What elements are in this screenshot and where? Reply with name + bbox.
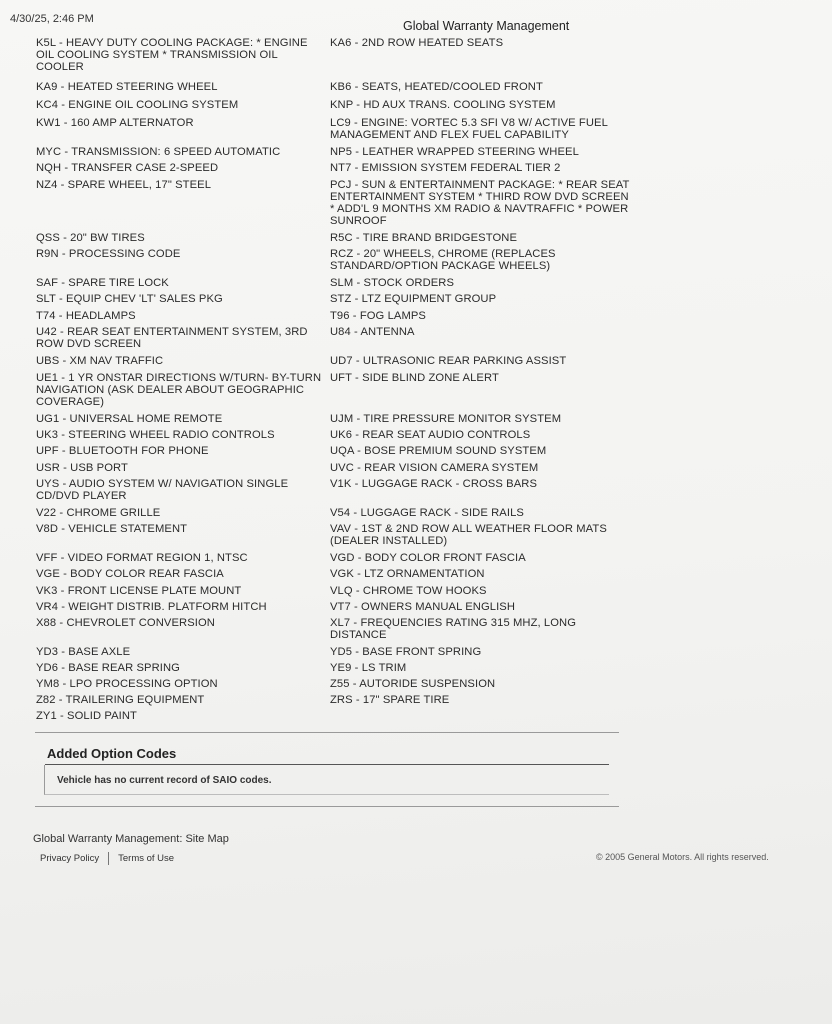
code-row <box>33 355 633 372</box>
footer-links <box>40 852 174 865</box>
option-code-right: Z55 - AUTORIDE SUSPENSION <box>330 678 496 690</box>
code-row <box>33 99 633 117</box>
option-code-right: UJM - TIRE PRESSURE MONITOR SYSTEM <box>330 413 562 425</box>
option-code-right: UD7 - ULTRASONIC REAR PARKING ASSIST <box>330 355 567 367</box>
option-code-left: YD6 - BASE REAR SPRING <box>36 662 180 674</box>
option-code-right: STZ - LTZ EQUIPMENT GROUP <box>330 293 497 305</box>
option-code-left: VK3 - FRONT LICENSE PLATE MOUNT <box>36 585 242 597</box>
option-code-right: SLM - STOCK ORDERS <box>330 277 455 289</box>
option-code-right: VGK - LTZ ORNAMENTATION <box>330 568 485 580</box>
option-code-left: UBS - XM NAV TRAFFIC <box>36 355 164 367</box>
code-row <box>33 277 633 293</box>
code-row <box>33 585 633 601</box>
divider <box>35 806 619 807</box>
option-code-right: V54 - LUGGAGE RACK - SIDE RAILS <box>330 507 524 519</box>
code-row <box>33 523 633 552</box>
option-code-right: NT7 - EMISSION SYSTEM FEDERAL TIER 2 <box>330 162 561 174</box>
option-code-left: R9N - PROCESSING CODE <box>36 248 181 260</box>
added-option-codes-title: Added Option Codes <box>47 746 177 761</box>
option-code-left: T74 - HEADLAMPS <box>36 310 136 322</box>
saio-info-box <box>44 765 609 795</box>
print-title: Global Warranty Management <box>403 19 570 33</box>
option-code-left: VGE - BODY COLOR REAR FASCIA <box>36 568 224 580</box>
option-code-right: UFT - SIDE BLIND ZONE ALERT <box>330 372 499 384</box>
option-code-left: UK3 - STEERING WHEEL RADIO CONTROLS <box>36 429 275 441</box>
option-code-left: K5L - HEAVY DUTY COOLING PACKAGE: * ENGINE OIL COOLING SYSTEM * TRANSMISSION OIL COOLER <box>36 37 308 73</box>
code-row <box>33 162 633 179</box>
option-code-left: UG1 - UNIVERSAL HOME REMOTE <box>36 413 223 425</box>
code-row <box>33 372 633 413</box>
option-code-right: YE9 - LS TRIM <box>330 662 407 674</box>
copyright: © 2005 General Motors. All rights reserved. <box>596 852 769 862</box>
code-row <box>33 37 633 81</box>
option-code-right: XL7 - FREQUENCIES RATING 315 MHZ, LONG DISTANCE <box>330 617 577 641</box>
option-code-left: V8D - VEHICLE STATEMENT <box>36 523 188 535</box>
privacy-policy-link[interactable]: Privacy Policy <box>40 853 100 865</box>
code-row <box>33 81 633 99</box>
option-code-left: V22 - CHROME GRILLE <box>36 507 161 519</box>
option-code-right: UQA - BOSE PREMIUM SOUND SYSTEM <box>330 445 547 457</box>
footer-title <box>33 833 229 845</box>
code-row <box>33 413 633 429</box>
option-code-right: KA6 - 2ND ROW HEATED SEATS <box>330 37 504 49</box>
code-row <box>33 293 633 310</box>
option-code-right: VLQ - CHROME TOW HOOKS <box>330 585 487 597</box>
option-code-left: QSS - 20" BW TIRES <box>36 232 145 244</box>
option-code-right: T96 - FOG LAMPS <box>330 310 426 322</box>
option-code-left: NZ4 - SPARE WHEEL, 17" STEEL <box>36 179 212 191</box>
option-code-left: KW1 - 160 AMP ALTERNATOR <box>36 117 194 129</box>
code-row <box>33 310 633 326</box>
print-header <box>10 11 832 31</box>
option-code-left: SLT - EQUIP CHEV 'LT' SALES PKG <box>36 293 223 305</box>
code-row <box>33 710 633 726</box>
code-row <box>33 248 633 277</box>
option-code-left: Z82 - TRAILERING EQUIPMENT <box>36 694 205 706</box>
option-code-left: X88 - CHEVROLET CONVERSION <box>36 617 215 629</box>
code-row <box>33 462 633 478</box>
code-row <box>33 694 633 710</box>
code-row <box>33 117 633 146</box>
option-code-right: R5C - TIRE BRAND BRIDGESTONE <box>330 232 518 244</box>
option-code-left: UE1 - 1 YR ONSTAR DIRECTIONS W/TURN- BY-TURN NAVIGATION (ASK DEALER ABOUT GEOGRAPHIC COVERAGE) <box>36 372 322 408</box>
footer-separator <box>108 852 109 865</box>
option-code-right: U84 - ANTENNA <box>330 326 415 338</box>
option-code-left: ZY1 - SOLID PAINT <box>36 710 137 722</box>
divider <box>35 732 619 733</box>
option-code-left: NQH - TRANSFER CASE 2-SPEED <box>36 162 219 174</box>
saio-message: Vehicle has no current record of SAIO codes. <box>57 775 272 786</box>
code-row <box>33 568 633 585</box>
print-date: 4/30/25, 2:46 PM <box>10 13 94 25</box>
option-code-right: UK6 - REAR SEAT AUDIO CONTROLS <box>330 429 531 441</box>
code-row <box>33 507 633 523</box>
option-code-right: KNP - HD AUX TRANS. COOLING SYSTEM <box>330 99 556 111</box>
code-row <box>33 662 633 678</box>
option-code-left: KA9 - HEATED STEERING WHEEL <box>36 81 218 93</box>
option-code-left: MYC - TRANSMISSION: 6 SPEED AUTOMATIC <box>36 146 281 158</box>
option-code-left: UPF - BLUETOOTH FOR PHONE <box>36 445 209 457</box>
code-row <box>33 678 633 694</box>
code-row <box>33 429 633 445</box>
code-row <box>33 478 633 507</box>
option-code-right: V1K - LUGGAGE RACK - CROSS BARS <box>330 478 538 490</box>
code-row <box>33 445 633 462</box>
option-code-left: UYS - AUDIO SYSTEM W/ NAVIGATION SINGLE CD/DVD PLAYER <box>36 478 289 502</box>
option-code-right: VT7 - OWNERS MANUAL ENGLISH <box>330 601 516 613</box>
option-code-right: ZRS - 17" SPARE TIRE <box>330 694 450 706</box>
option-code-right: VGD - BODY COLOR FRONT FASCIA <box>330 552 526 564</box>
option-code-right: RCZ - 20" WHEELS, CHROME (REPLACES STANDARD/OPTION PACKAGE WHEELS) <box>330 248 556 272</box>
option-code-left: VFF - VIDEO FORMAT REGION 1, NTSC <box>36 552 248 564</box>
option-code-right: LC9 - ENGINE: VORTEC 5.3 SFI V8 W/ ACTIVE FUEL MANAGEMENT AND FLEX FUEL CAPABILITY <box>330 117 608 141</box>
site-map-link[interactable]: Site Map <box>185 833 229 845</box>
option-code-left: U42 - REAR SEAT ENTERTAINMENT SYSTEM, 3RD ROW DVD SCREEN <box>36 326 308 350</box>
code-row <box>33 552 633 568</box>
code-row <box>33 179 633 232</box>
option-code-left: KC4 - ENGINE OIL COOLING SYSTEM <box>36 99 239 111</box>
code-row <box>33 326 633 355</box>
code-row <box>33 232 633 248</box>
option-code-right: VAV - 1ST & 2ND ROW ALL WEATHER FLOOR MATS (DEALER INSTALLED) <box>330 523 607 547</box>
terms-of-use-link[interactable]: Terms of Use <box>118 853 175 865</box>
option-code-left: USR - USB PORT <box>36 462 128 474</box>
option-code-left: YD3 - BASE AXLE <box>36 646 131 658</box>
option-code-right: NP5 - LEATHER WRAPPED STEERING WHEEL <box>330 146 579 158</box>
footer-prefix: Global Warranty Management: <box>33 833 186 845</box>
option-code-right: PCJ - SUN & ENTERTAINMENT PACKAGE: * REAR SEAT ENTERTAINMENT SYSTEM * THIRD ROW DVD SCREEN * ADD'L 9 MONTHS XM RADIO & NAVTRAFFIC * POWER SUNROOF <box>330 179 630 227</box>
option-code-list <box>33 37 633 726</box>
option-code-left: YM8 - LPO PROCESSING OPTION <box>36 678 218 690</box>
code-row <box>33 601 633 617</box>
option-code-left: VR4 - WEIGHT DISTRIB. PLATFORM HITCH <box>36 601 267 613</box>
option-code-right: YD5 - BASE FRONT SPRING <box>330 646 482 658</box>
option-code-left: SAF - SPARE TIRE LOCK <box>36 277 169 289</box>
code-row <box>33 617 633 646</box>
code-row <box>33 646 633 662</box>
code-row <box>33 146 633 162</box>
option-code-right: KB6 - SEATS, HEATED/COOLED FRONT <box>330 81 543 93</box>
option-code-right: UVC - REAR VISION CAMERA SYSTEM <box>330 462 539 474</box>
